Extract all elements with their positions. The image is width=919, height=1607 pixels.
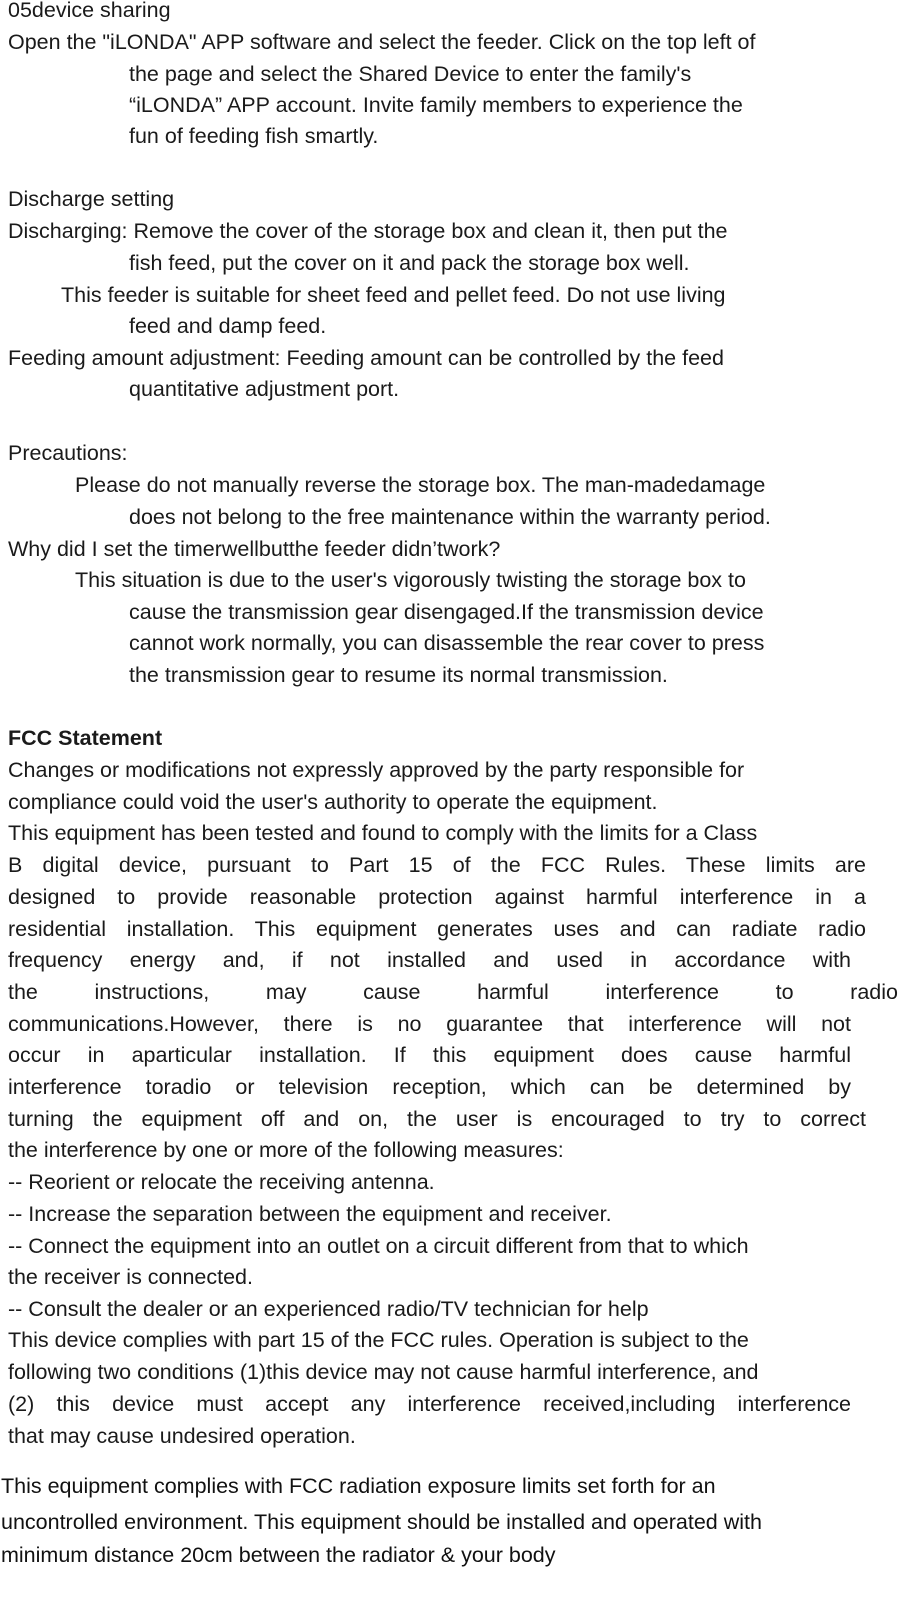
fcc-line: frequency energy and, if not installed and used in accordance with <box>8 948 851 972</box>
device-sharing-heading: 05device sharing <box>8 0 171 22</box>
discharge-line: Discharging: Remove the cover of the storage box and clean it, then put the <box>8 219 728 243</box>
fcc-line: turning the equipment off and on, the user is encouraged to try to correct <box>8 1107 866 1131</box>
fcc-heading: FCC Statement <box>8 726 163 750</box>
fcc-line: following two conditions (1)this device may not cause harmful interference, and <box>8 1360 759 1384</box>
fcc-line: communications.However, there is no guarantee that interference will not <box>8 1012 851 1036</box>
fcc-line: B digital device, pursuant to Part 15 of the FCC Rules. These limits are <box>8 853 866 877</box>
fcc-line: the interference by one or more of the following measures: <box>8 1138 564 1162</box>
fcc-line: that may cause undesired operation. <box>8 1424 356 1448</box>
fcc-measure: -- Increase the separation between the equipment and receiver. <box>8 1202 612 1226</box>
device-sharing-line: Open the "iLONDA" APP software and select the feeder. Click on the top left of <box>8 30 756 54</box>
fcc-line: This device complies with part 15 of the FCC rules. Operation is subject to the <box>8 1328 749 1352</box>
fcc-line: interference toradio or television reception, which can be determined by <box>8 1075 851 1099</box>
device-sharing-line: fun of feeding fish smartly. <box>129 124 379 148</box>
discharge-line: quantitative adjustment port. <box>129 377 400 401</box>
fcc-line: compliance could void the user's authority to operate the equipment. <box>8 790 658 814</box>
precautions-line: cause the transmission gear disengaged.If the transmission device <box>129 600 764 624</box>
device-sharing-line: “iLONDA” APP account. Invite family members to experience the <box>129 93 743 117</box>
precautions-line: the transmission gear to resume its normal transmission. <box>129 663 668 687</box>
fcc-line: designed to provide reasonable protection against harmful interference in a <box>8 885 866 909</box>
precautions-line: This situation is due to the user's vigorously twisting the storage box to <box>75 568 746 592</box>
precautions-line: cannot work normally, you can disassemble the rear cover to press <box>129 631 765 655</box>
fcc-line: This equipment has been tested and found to comply with the limits for a Class <box>8 821 758 845</box>
discharge-line: feed and damp feed. <box>129 314 327 338</box>
radiation-line: This equipment complies with FCC radiation exposure limits set forth for an <box>1 1474 716 1498</box>
fcc-line: residential installation. This equipment generates uses and can radiate radio <box>8 917 866 941</box>
fcc-measure: -- Reorient or relocate the receiving antenna. <box>8 1170 435 1194</box>
device-sharing-line: the page and select the Shared Device to enter the family's <box>129 62 692 86</box>
precautions-line: Please do not manually reverse the storage box. The man-madedamage <box>75 473 766 497</box>
precautions-heading: Precautions: <box>8 441 128 465</box>
discharge-heading: Discharge setting <box>8 187 175 211</box>
radiation-line: uncontrolled environment. This equipment should be installed and operated with <box>1 1510 762 1534</box>
fcc-measure: -- Connect the equipment into an outlet on a circuit different from that to which <box>8 1234 749 1258</box>
discharge-line: This feeder is suitable for sheet feed and pellet feed. Do not use living <box>61 283 726 307</box>
fcc-line: Changes or modifications not expressly approved by the party responsible for <box>8 758 745 782</box>
radiation-line: minimum distance 20cm between the radiator & your body <box>1 1543 556 1567</box>
discharge-line: Feeding amount adjustment: Feeding amount can be controlled by the feed <box>8 346 724 370</box>
precautions-line: does not belong to the free maintenance within the warranty period. <box>129 505 771 529</box>
discharge-line: fish feed, put the cover on it and pack the storage box well. <box>129 251 690 275</box>
fcc-measure: -- Consult the dealer or an experienced radio/TV technician for help <box>8 1297 649 1321</box>
precautions-question: Why did I set the timerwellbutthe feeder didn’twork? <box>8 537 501 561</box>
fcc-measure: the receiver is connected. <box>8 1265 253 1289</box>
fcc-line: the instructions, may cause harmful interference to radio <box>8 980 898 1004</box>
fcc-line: (2) this device must accept any interference received,including interference <box>8 1392 851 1416</box>
fcc-line: occur in aparticular installation. If this equipment does cause harmful <box>8 1043 851 1067</box>
